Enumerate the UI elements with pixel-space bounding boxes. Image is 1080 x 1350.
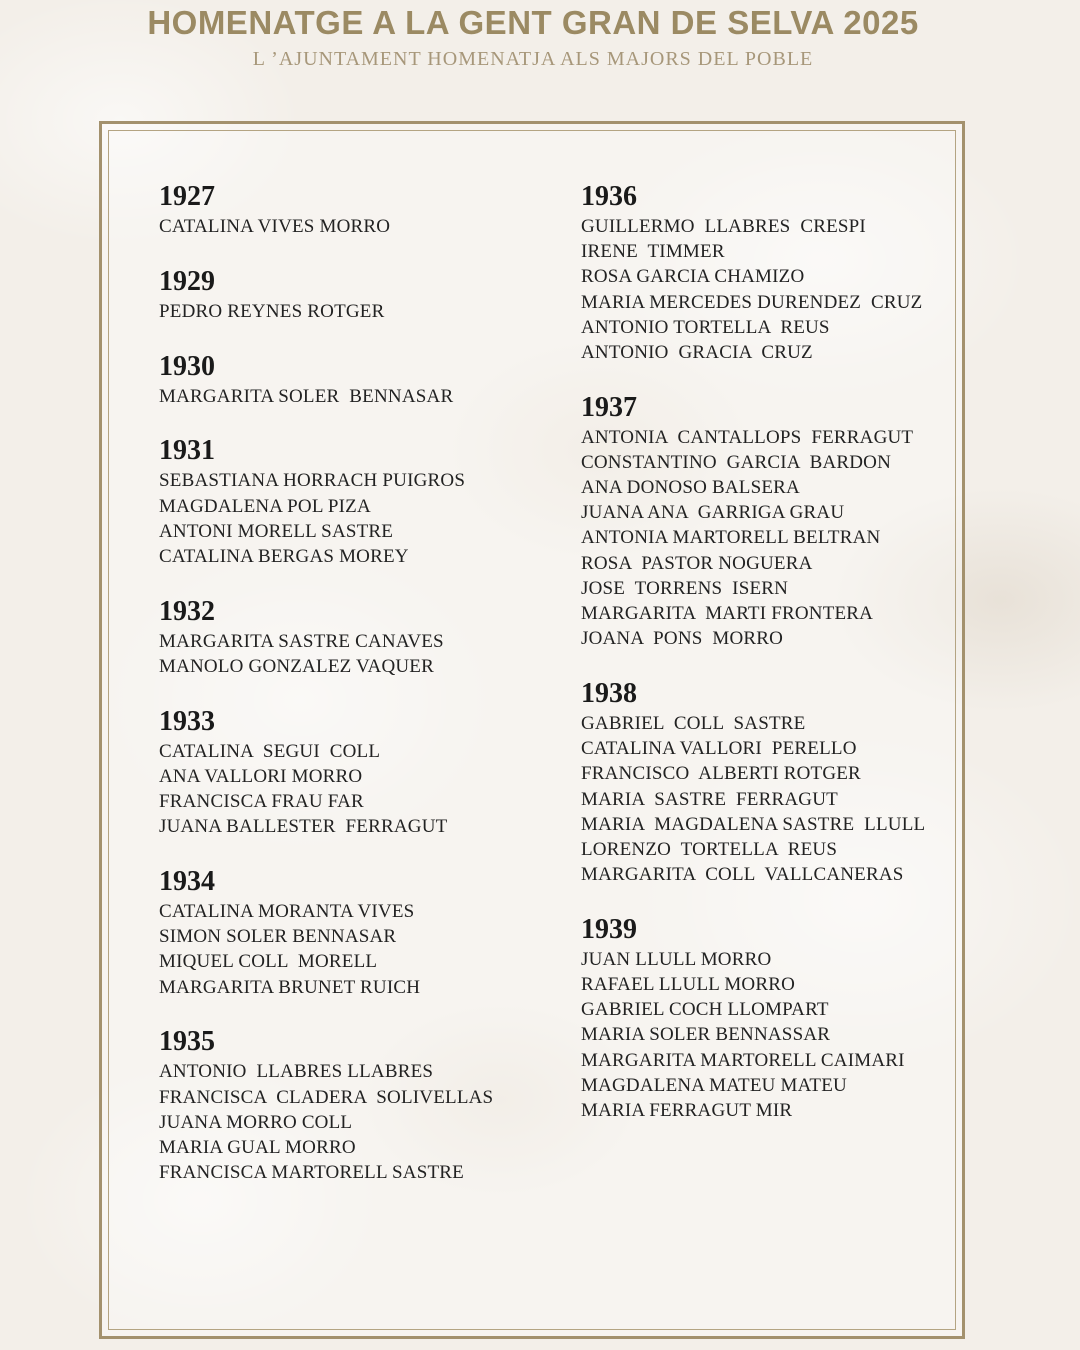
honoree-name: JUANA ANA GARRIGA GRAU [581, 502, 845, 524]
honoree-name: GUILLERMO LLABRES CRESPI [581, 216, 866, 237]
year-heading: 1939 [581, 913, 637, 945]
year-group [581, 677, 925, 887]
honoree-name: FRANCISCA MARTORELL SASTRE [159, 1162, 464, 1184]
year-group [159, 595, 493, 679]
honoree-name: MANOLO GONZALEZ VAQUER [159, 655, 434, 677]
honoree-name: ANTONIO TORTELLA REUS [581, 316, 830, 338]
honoree-name: MARGARITA BRUNET RUICH [159, 976, 421, 998]
honoree-name: RAFAEL LLULL MORRO [581, 974, 796, 996]
year-group [581, 391, 925, 652]
honoree-name: MARIA SASTRE FERRAGUT [581, 788, 838, 810]
year-heading: 1929 [159, 265, 215, 297]
honoree-name: CATALINA VIVES MORRO [159, 216, 391, 237]
honoree-name: SIMON SOLER BENNASAR [159, 926, 397, 948]
honoree-name: FRANCISCA CLADERA SOLIVELLAS [159, 1086, 494, 1108]
honoree-name: MARIA MERCEDES DURENDEZ CRUZ [581, 291, 923, 313]
year-group [159, 265, 493, 324]
left-column [159, 180, 493, 1185]
year-heading: 1927 [159, 181, 215, 212]
year-heading: 1930 [159, 350, 215, 382]
year-heading: 1936 [581, 181, 637, 212]
honoree-name: ROSA PASTOR NOGUERA [581, 552, 813, 574]
honoree-name: JUANA BALLESTER FERRAGUT [159, 816, 448, 838]
year-heading: 1938 [581, 678, 637, 709]
honoree-name: ANTONI MORELL SASTRE [159, 520, 394, 542]
honoree-name: MAGDALENA POL PIZA [159, 495, 371, 517]
honoree-name: CATALINA BERGAS MOREY [159, 545, 409, 567]
year-group [159, 180, 493, 239]
year-group [159, 705, 493, 840]
honoree-name: ANTONIA CANTALLOPS FERRAGUT [581, 426, 914, 448]
honoree-name: MARGARITA SASTRE CANAVES [159, 630, 444, 652]
year-heading: 1933 [159, 705, 215, 737]
honoree-name: FRANCISCO ALBERTI ROTGER [581, 763, 861, 785]
honoree-name: FRANCISCA FRAU FAR [159, 791, 364, 813]
honoree-name: MARIA FERRAGUT MIR [581, 1100, 793, 1122]
right-column [581, 180, 925, 1123]
honoree-name: CATALINA VALLORI PERELLO [581, 738, 857, 760]
honoree-name: ANTONIA MARTORELL BELTRAN [581, 527, 881, 549]
honoree-name: JUAN LLULL MORRO [581, 948, 772, 970]
honoree-name: JOANA PONS MORRO [581, 628, 784, 650]
year-group [581, 913, 925, 1123]
honoree-name: MARGARITA COLL VALLCANERAS [581, 864, 904, 886]
honoree-name: MARGARITA SOLER BENNASAR [159, 385, 454, 407]
honoree-name: PEDRO REYNES ROTGER [159, 300, 385, 322]
year-group [159, 434, 493, 569]
honoree-name: ANA VALLORI MORRO [159, 765, 363, 787]
honoree-name: ANA DONOSO BALSERA [581, 477, 800, 499]
honoree-name: LORENZO TORTELLA REUS [581, 838, 838, 860]
honoree-name: MARGARITA MARTORELL CAIMARI [581, 1049, 905, 1071]
honoree-name: JUANA MORRO COLL [159, 1111, 353, 1133]
honoree-name: GABRIEL COLL SASTRE [581, 713, 806, 734]
honoree-name: MAGDALENA MATEU MATEU [581, 1074, 847, 1096]
honoree-name: CATALINA MORANTA VIVES [159, 901, 415, 922]
page-title: HOMENATGE A LA GENT GRAN DE SELVA 2025 [147, 4, 919, 41]
honoree-name: MARIA MAGDALENA SASTRE LLULL [581, 813, 926, 835]
honoree-name: ANTONIO GRACIA CRUZ [581, 341, 813, 363]
honoree-name: SEBASTIANA HORRACH PUIGROS [159, 470, 466, 492]
honoree-name: MARIA SOLER BENNASSAR [581, 1024, 831, 1046]
honoree-name: GABRIEL COCH LLOMPART [581, 999, 829, 1021]
honoree-name: IRENE TIMMER [581, 241, 725, 263]
year-heading: 1934 [159, 866, 215, 897]
honoree-name: JOSE TORRENS ISERN [581, 577, 789, 599]
honoree-name: MIQUEL COLL MORELL [159, 951, 378, 973]
honoree-name: CONSTANTINO GARCIA BARDON [581, 451, 892, 473]
year-group [159, 1025, 493, 1185]
year-group [581, 180, 925, 365]
year-group [159, 350, 493, 409]
honoree-name: MARGARITA MARTI FRONTERA [581, 603, 874, 625]
year-heading: 1932 [159, 595, 215, 627]
year-heading: 1931 [159, 435, 215, 467]
honoree-name: ANTONIO LLABRES LLABRES [159, 1061, 434, 1083]
honoree-name: CATALINA SEGUI COLL [159, 740, 381, 762]
year-group [159, 865, 493, 1000]
honoree-name: ROSA GARCIA CHAMIZO [581, 266, 805, 288]
honoree-name: MARIA GUAL MORRO [159, 1136, 356, 1158]
year-heading: 1937 [581, 391, 637, 423]
year-heading: 1935 [159, 1026, 215, 1058]
page-subtitle: L ’AJUNTAMENT HOMENATJA ALS MAJORS DEL POBLE [252, 48, 814, 70]
